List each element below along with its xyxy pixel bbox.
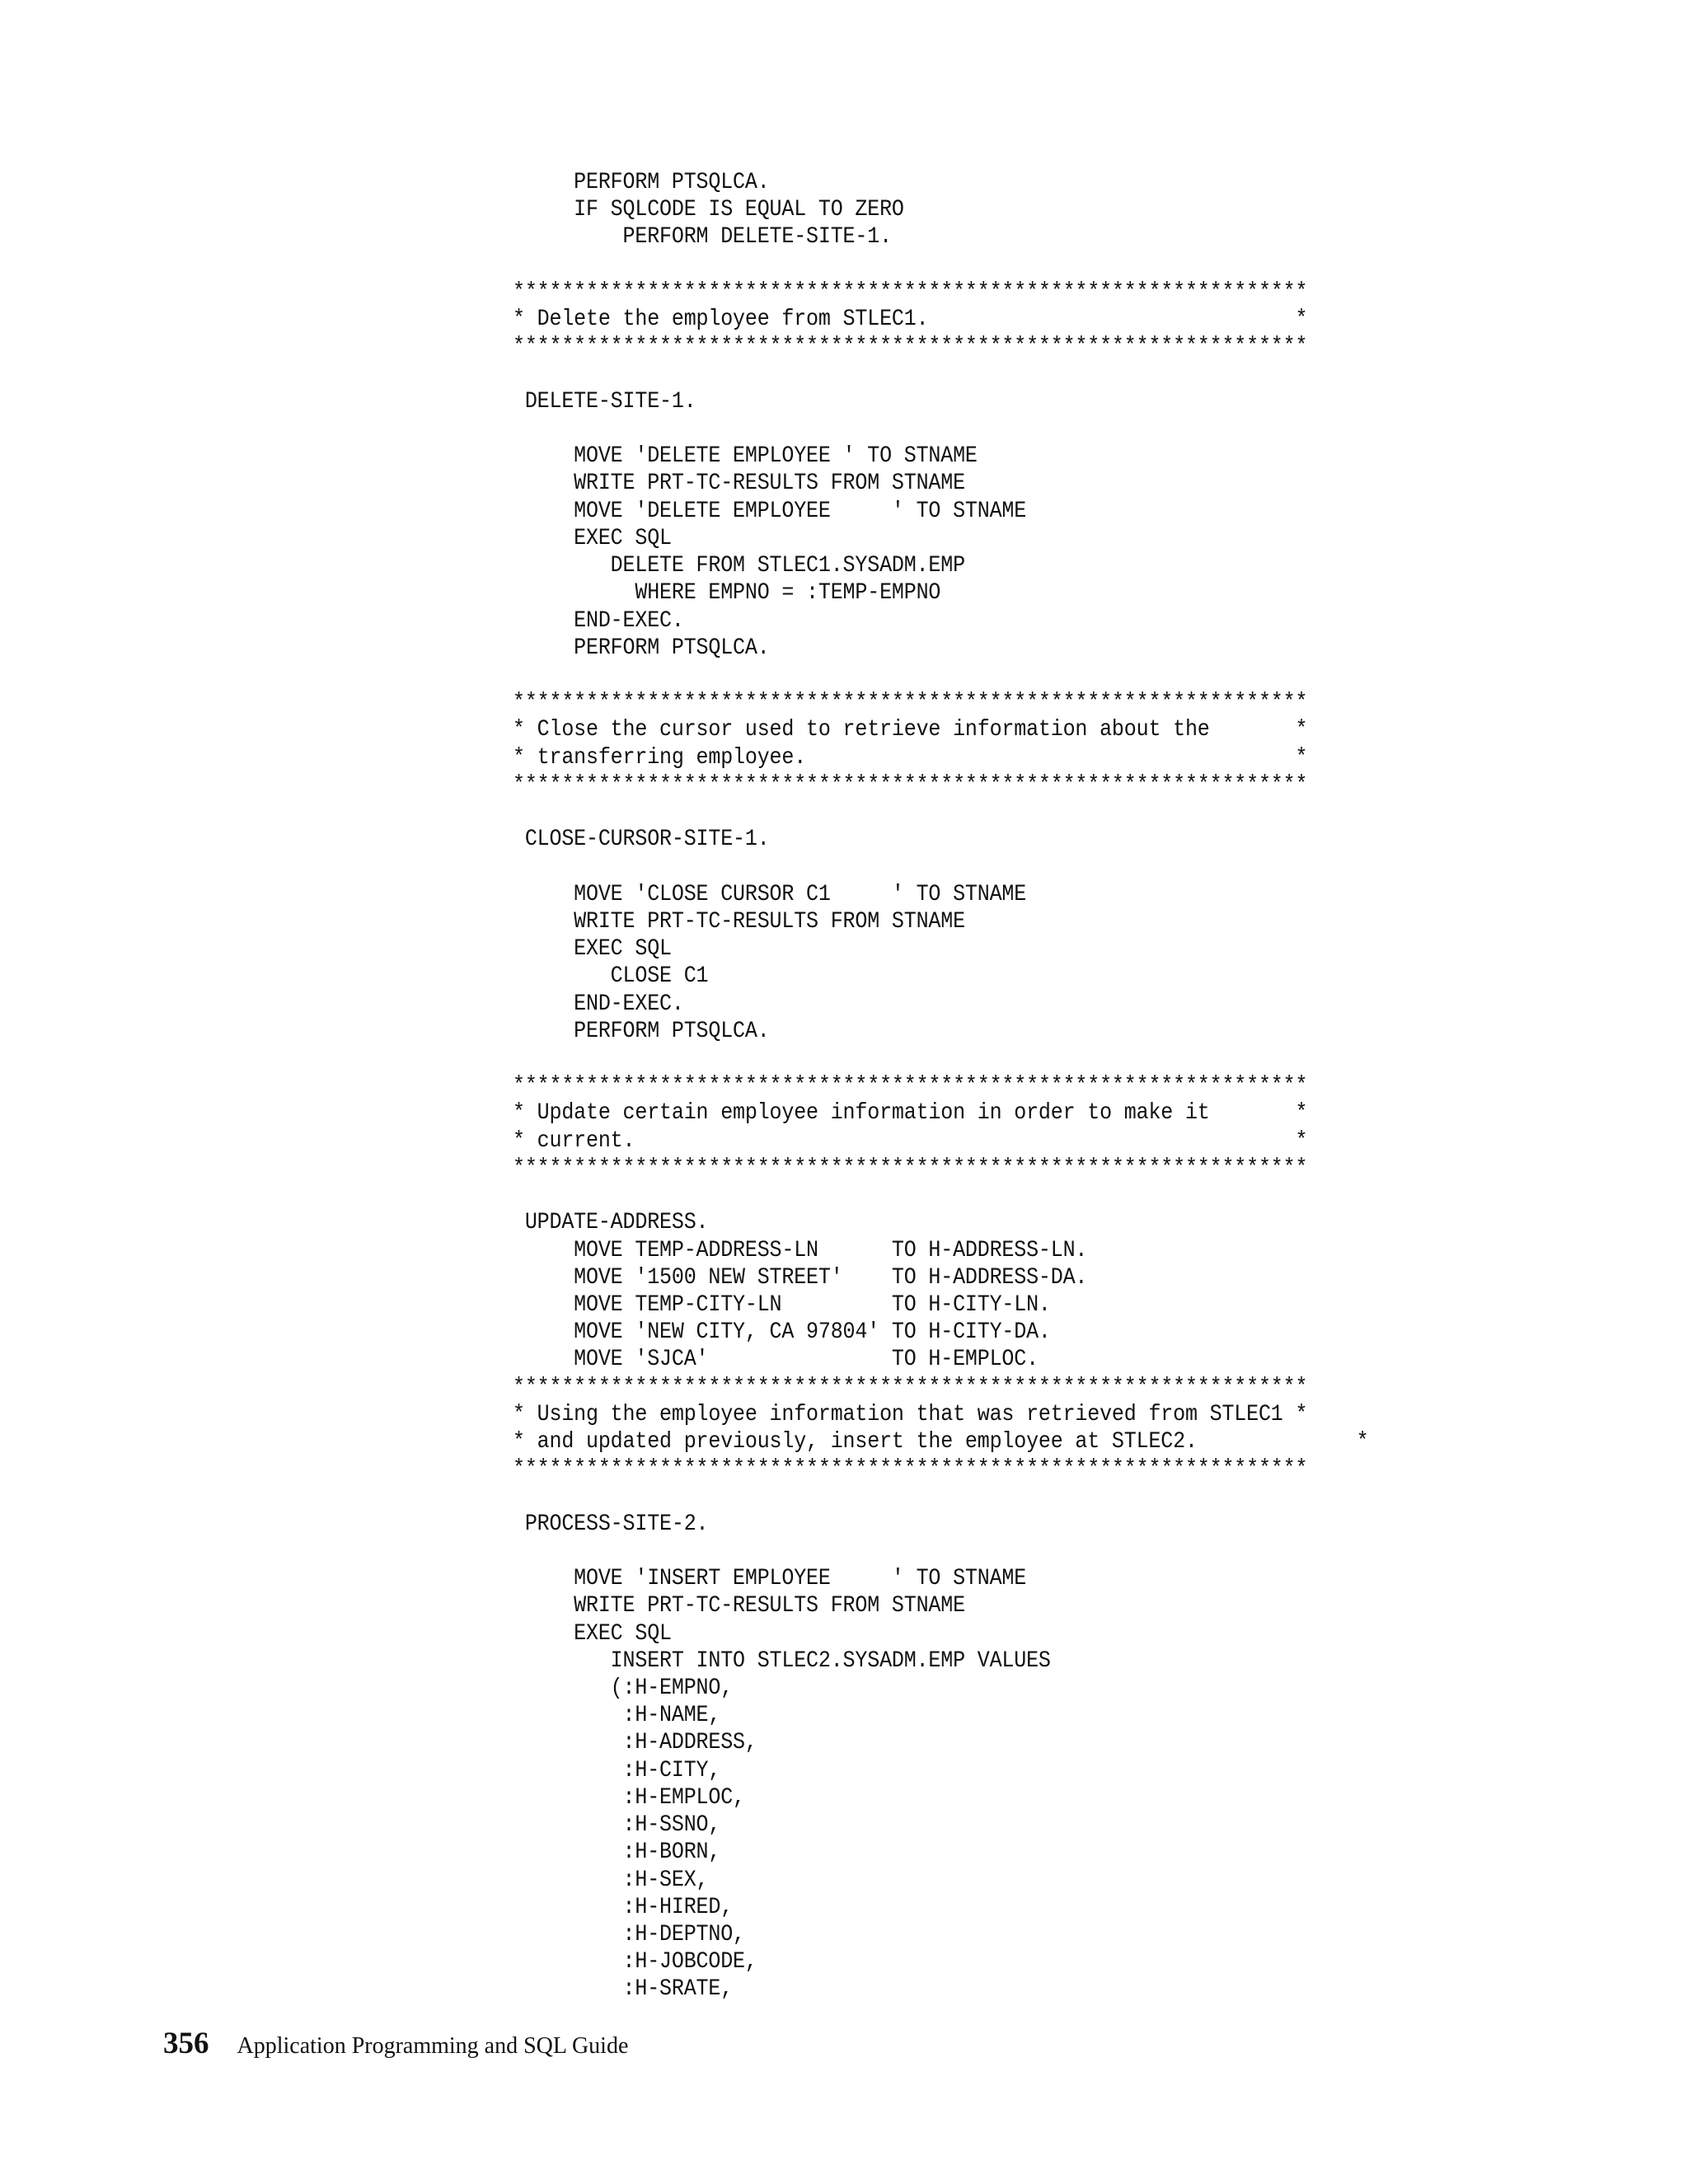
code-line: MOVE 'NEW CITY, CA 97804' TO H-CITY-DA. (513, 1319, 1051, 1346)
code-line: END-EXEC. (513, 607, 684, 634)
code-line: WRITE PRT-TC-RESULTS FROM STNAME (513, 471, 965, 497)
code-line (513, 251, 1458, 279)
code-line: :H-BORN, (513, 1840, 721, 1866)
code-line: MOVE 'INSERT EMPLOYEE ' TO STNAME (513, 1566, 1027, 1592)
code-line: ***************************************************************** (513, 334, 1308, 360)
code-line: * Using the employee information that was retrieved from STLEC1 * (513, 1401, 1308, 1427)
code-line (513, 415, 1458, 443)
book-title: Application Programming and SQL Guide (237, 2033, 629, 2059)
code-line (513, 361, 1458, 388)
code-line: INSERT INTO STLEC2.SYSADM.EMP VALUES (513, 1647, 1051, 1674)
code-listing (513, 169, 1551, 2004)
code-line: MOVE '1500 NEW STREET' TO H-ADDRESS-DA. (513, 1264, 1088, 1291)
code-line: :H-HIRED, (513, 1894, 734, 1920)
code-line: MOVE 'DELETE EMPLOYEE ' TO STNAME (513, 443, 978, 470)
code-line: ***************************************************************** (513, 279, 1308, 305)
code-line: MOVE 'CLOSE CURSOR C1 ' TO STNAME (513, 881, 1027, 907)
code-line: :H-DEPTNO, (513, 1922, 745, 1947)
code-line: MOVE 'DELETE EMPLOYEE ' TO STNAME (513, 498, 1027, 524)
code-line: ***************************************************************** (513, 690, 1308, 716)
code-line: ***************************************************************** (513, 1374, 1308, 1400)
code-line: * Update certain employee information in order to make it * (513, 1100, 1308, 1127)
page-footer (163, 2026, 628, 2061)
code-line: DELETE FROM STLEC1.SYSADM.EMP (513, 553, 965, 579)
code-line: WRITE PRT-TC-RESULTS FROM STNAME (513, 908, 965, 935)
code-line: :H-SRATE, (513, 1976, 734, 2003)
code-line: UPDATE-ADDRESS. (513, 1210, 709, 1236)
code-line: * Delete the employee from STLEC1. * (513, 307, 1308, 333)
code-line: :H-JOBCODE, (513, 1949, 757, 1975)
code-line: :H-CITY, (513, 1757, 721, 1783)
page-number: 356 (163, 2027, 209, 2060)
code-line: PERFORM PTSQLCA. (513, 1018, 770, 1044)
code-line: WRITE PRT-TC-RESULTS FROM STNAME (513, 1593, 965, 1619)
code-line: PERFORM PTSQLCA. (513, 170, 770, 195)
code-line: * transferring employee. * (513, 744, 1308, 771)
code-line (513, 1538, 1458, 1565)
code-line: * and updated previously, insert the employee at STLEC2. * (513, 1429, 1369, 1455)
code-line: :H-ADDRESS, (513, 1730, 757, 1756)
code-line: PROCESS-SITE-2. (513, 1511, 709, 1537)
code-line: ***************************************************************** (513, 1073, 1308, 1099)
code-line: ***************************************************************** (513, 1456, 1308, 1483)
code-line: EXEC SQL (513, 1620, 672, 1647)
code-line (513, 1182, 1458, 1209)
code-line (513, 1483, 1458, 1511)
code-line: DELETE-SITE-1. (513, 388, 696, 415)
code-line (513, 853, 1458, 880)
code-line: PERFORM PTSQLCA. (513, 635, 770, 661)
code-line: CLOSE C1 (513, 963, 709, 990)
code-line: * Close the cursor used to retrieve information about the * (513, 717, 1308, 743)
code-line (513, 799, 1458, 826)
code-line: :H-NAME, (513, 1703, 721, 1729)
code-line: ***************************************************************** (513, 1155, 1308, 1181)
code-line: :H-SSNO, (513, 1812, 721, 1839)
code-line: MOVE TEMP-CITY-LN TO H-CITY-LN. (513, 1291, 1051, 1318)
code-line: EXEC SQL (513, 525, 672, 551)
code-line: WHERE EMPNO = :TEMP-EMPNO (513, 580, 941, 607)
code-line: :H-SEX, (513, 1867, 709, 1893)
code-line: IF SQLCODE IS EQUAL TO ZERO (513, 197, 904, 223)
code-line: :H-EMPLOC, (513, 1784, 745, 1811)
code-line (513, 1045, 1458, 1072)
code-line: END-EXEC. (513, 991, 684, 1017)
code-line: PERFORM DELETE-SITE-1. (513, 224, 892, 251)
code-line: MOVE TEMP-ADDRESS-LN TO H-ADDRESS-LN. (513, 1237, 1088, 1263)
code-line: ***************************************************************** (513, 771, 1308, 798)
code-line: (:H-EMPNO, (513, 1675, 734, 1702)
code-line: EXEC SQL (513, 936, 672, 963)
code-line: MOVE 'SJCA' TO H-EMPLOC. (513, 1347, 1039, 1373)
code-line (513, 662, 1458, 689)
code-line: * current. * (513, 1127, 1308, 1154)
code-line: CLOSE-CURSOR-SITE-1. (513, 827, 770, 853)
